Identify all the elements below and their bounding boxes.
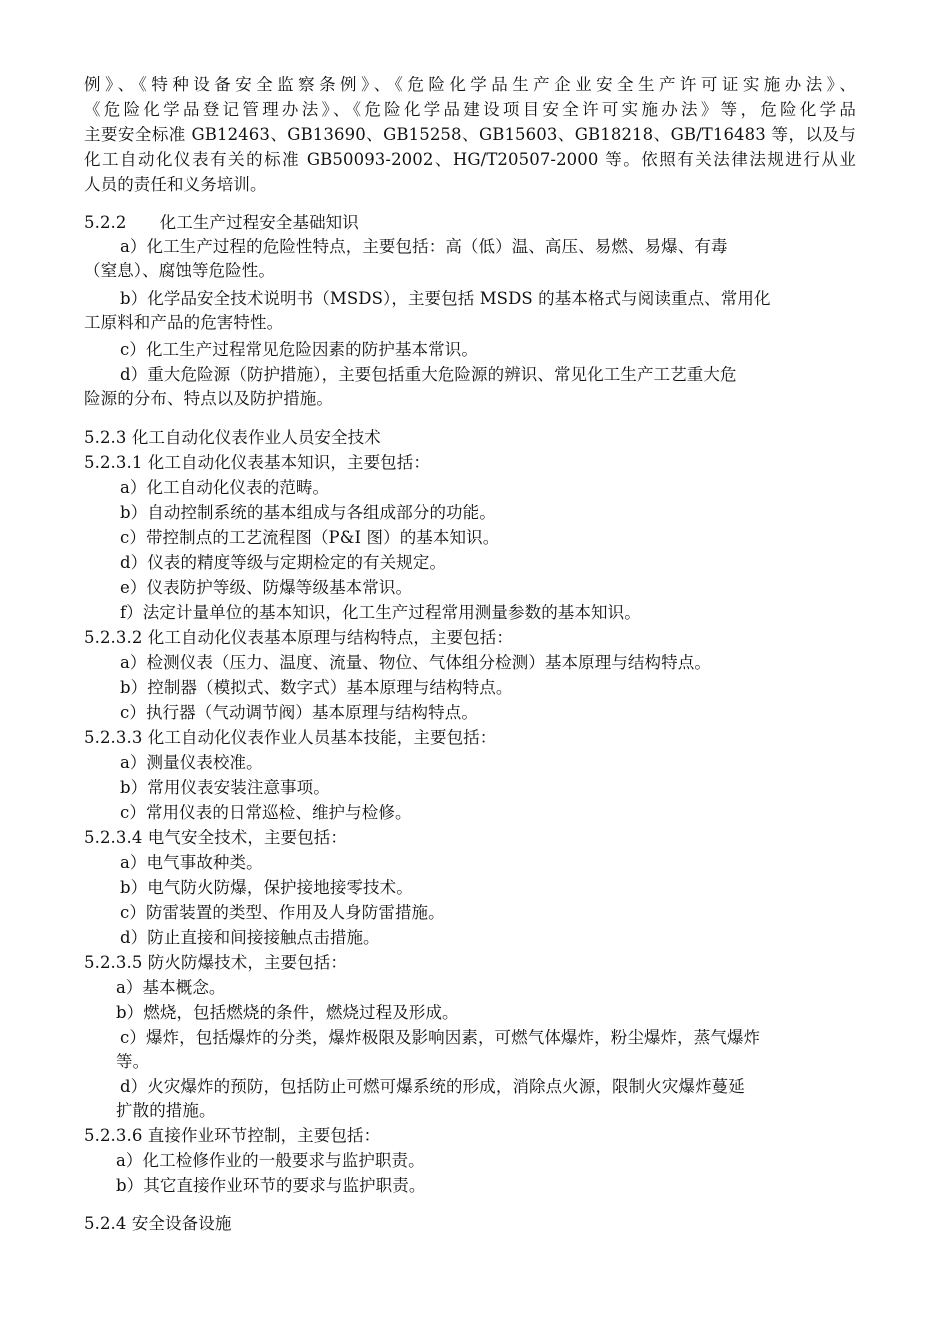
text-line: a）检测仪表（压力、温度、流量、物位、气体组分检测）基本原理与结构特点。 (120, 653, 711, 672)
text-line: 5.2.3.2 化工自动化仪表基本原理与结构特点，主要包括： (84, 628, 513, 647)
text-line: 化工自动化仪表有关的标准 GB50093-2002、HG/T20507-2000 等。依照有关法律法规进行从业 (84, 150, 856, 169)
text-line: d）防止直接和间接接触点击措施。 (120, 928, 380, 947)
text-line: c）执行器（气动调节阀）基本原理与结构特点。 (120, 703, 478, 722)
text-line: 5.2.2 化工生产过程安全基础知识 (84, 213, 359, 232)
text-line: d）火灾爆炸的预防，包括防止可燃可爆系统的形成，消除点火源，限制火灾爆炸蔓延 (120, 1077, 745, 1096)
text-line: a）基本概念。 (116, 978, 226, 997)
text-line: b）控制器（模拟式、数字式）基本原理与结构特点。 (120, 678, 513, 697)
text-line: 5.2.3.5 防火防爆技术，主要包括： (84, 953, 347, 972)
text-line: b）常用仪表安装注意事项。 (120, 778, 330, 797)
text-line: 扩散的措施。 (116, 1101, 216, 1120)
text-line: 等。 (116, 1052, 150, 1071)
text-line: 5.2.3.3 化工自动化仪表作业人员基本技能，主要包括： (84, 728, 497, 747)
text-line: b）自动控制系统的基本组成与各组成部分的功能。 (120, 503, 496, 522)
text-line: 5.2.3.6 直接作业环节控制，主要包括： (84, 1126, 381, 1145)
text-line: 5.2.3.1 化工自动化仪表基本知识，主要包括： (84, 453, 430, 472)
text-line: c）带控制点的工艺流程图（P&I 图）的基本知识。 (120, 528, 500, 547)
text-line: a）化工自动化仪表的范畴。 (120, 478, 330, 497)
text-line: 例》、《特种设备安全监察条例》、《危险化学品生产企业安全生产许可证实施办法》、 (84, 75, 856, 94)
text-line: 主要安全标准 GB12463、GB13690、GB15258、GB15603、GB18218、GB/T16483 等，以及与 (84, 125, 856, 144)
text-line: （窒息）、腐蚀等危险性。 (84, 261, 275, 280)
text-line: 5.2.3 化工自动化仪表作业人员安全技术 (84, 428, 381, 447)
text-line: e）仪表防护等级、防爆等级基本常识。 (120, 578, 413, 597)
text-line: a）化工生产过程的危险性特点，主要包括：高（低）温、高压、易燃、易爆、有毒 (120, 237, 728, 256)
text-line: f）法定计量单位的基本知识，化工生产过程常用测量参数的基本知识。 (120, 603, 641, 622)
text-line: a）测量仪表校准。 (120, 753, 263, 772)
text-line: 5.2.4 安全设备设施 (84, 1214, 232, 1233)
text-line: c）防雷装置的类型、作用及人身防雷措施。 (120, 903, 445, 922)
text-line: b）化学品安全技术说明书（MSDS），主要包括 MSDS 的基本格式与阅读重点、常用化 (120, 289, 771, 308)
text-line: c）化工生产过程常见危险因素的防护基本常识。 (120, 340, 478, 359)
text-line: b）电气防火防爆，保护接地接零技术。 (120, 878, 413, 897)
text-line: 险源的分布、特点以及防护措施。 (84, 389, 333, 408)
text-line: 5.2.3.4 电气安全技术，主要包括： (84, 828, 347, 847)
text-line: a）电气事故种类。 (120, 853, 263, 872)
text-line: c）爆炸，包括爆炸的分类，爆炸极限及影响因素，可燃气体爆炸，粉尘爆炸，蒸气爆炸 (120, 1028, 761, 1047)
text-line: 人员的责任和义务培训。 (84, 175, 267, 194)
text-line: d）重大危险源（防护措施），主要包括重大危险源的辨识、常见化工生产工艺重大危 (120, 365, 737, 384)
text-line: b）其它直接作业环节的要求与监护职责。 (116, 1176, 426, 1195)
text-line: d）仪表的精度等级与定期检定的有关规定。 (120, 553, 447, 572)
text-line: 《危险化学品登记管理办法》、《危险化学品建设项目安全许可实施办法》等，危险化学品 (84, 100, 856, 119)
text-line: c）常用仪表的日常巡检、维护与检修。 (120, 803, 412, 822)
text-line: a）化工检修作业的一般要求与监护职责。 (116, 1151, 425, 1170)
text-line: 工原料和产品的危害特性。 (84, 313, 284, 332)
text-line: b）燃烧，包括燃烧的条件，燃烧过程及形成。 (116, 1003, 459, 1022)
